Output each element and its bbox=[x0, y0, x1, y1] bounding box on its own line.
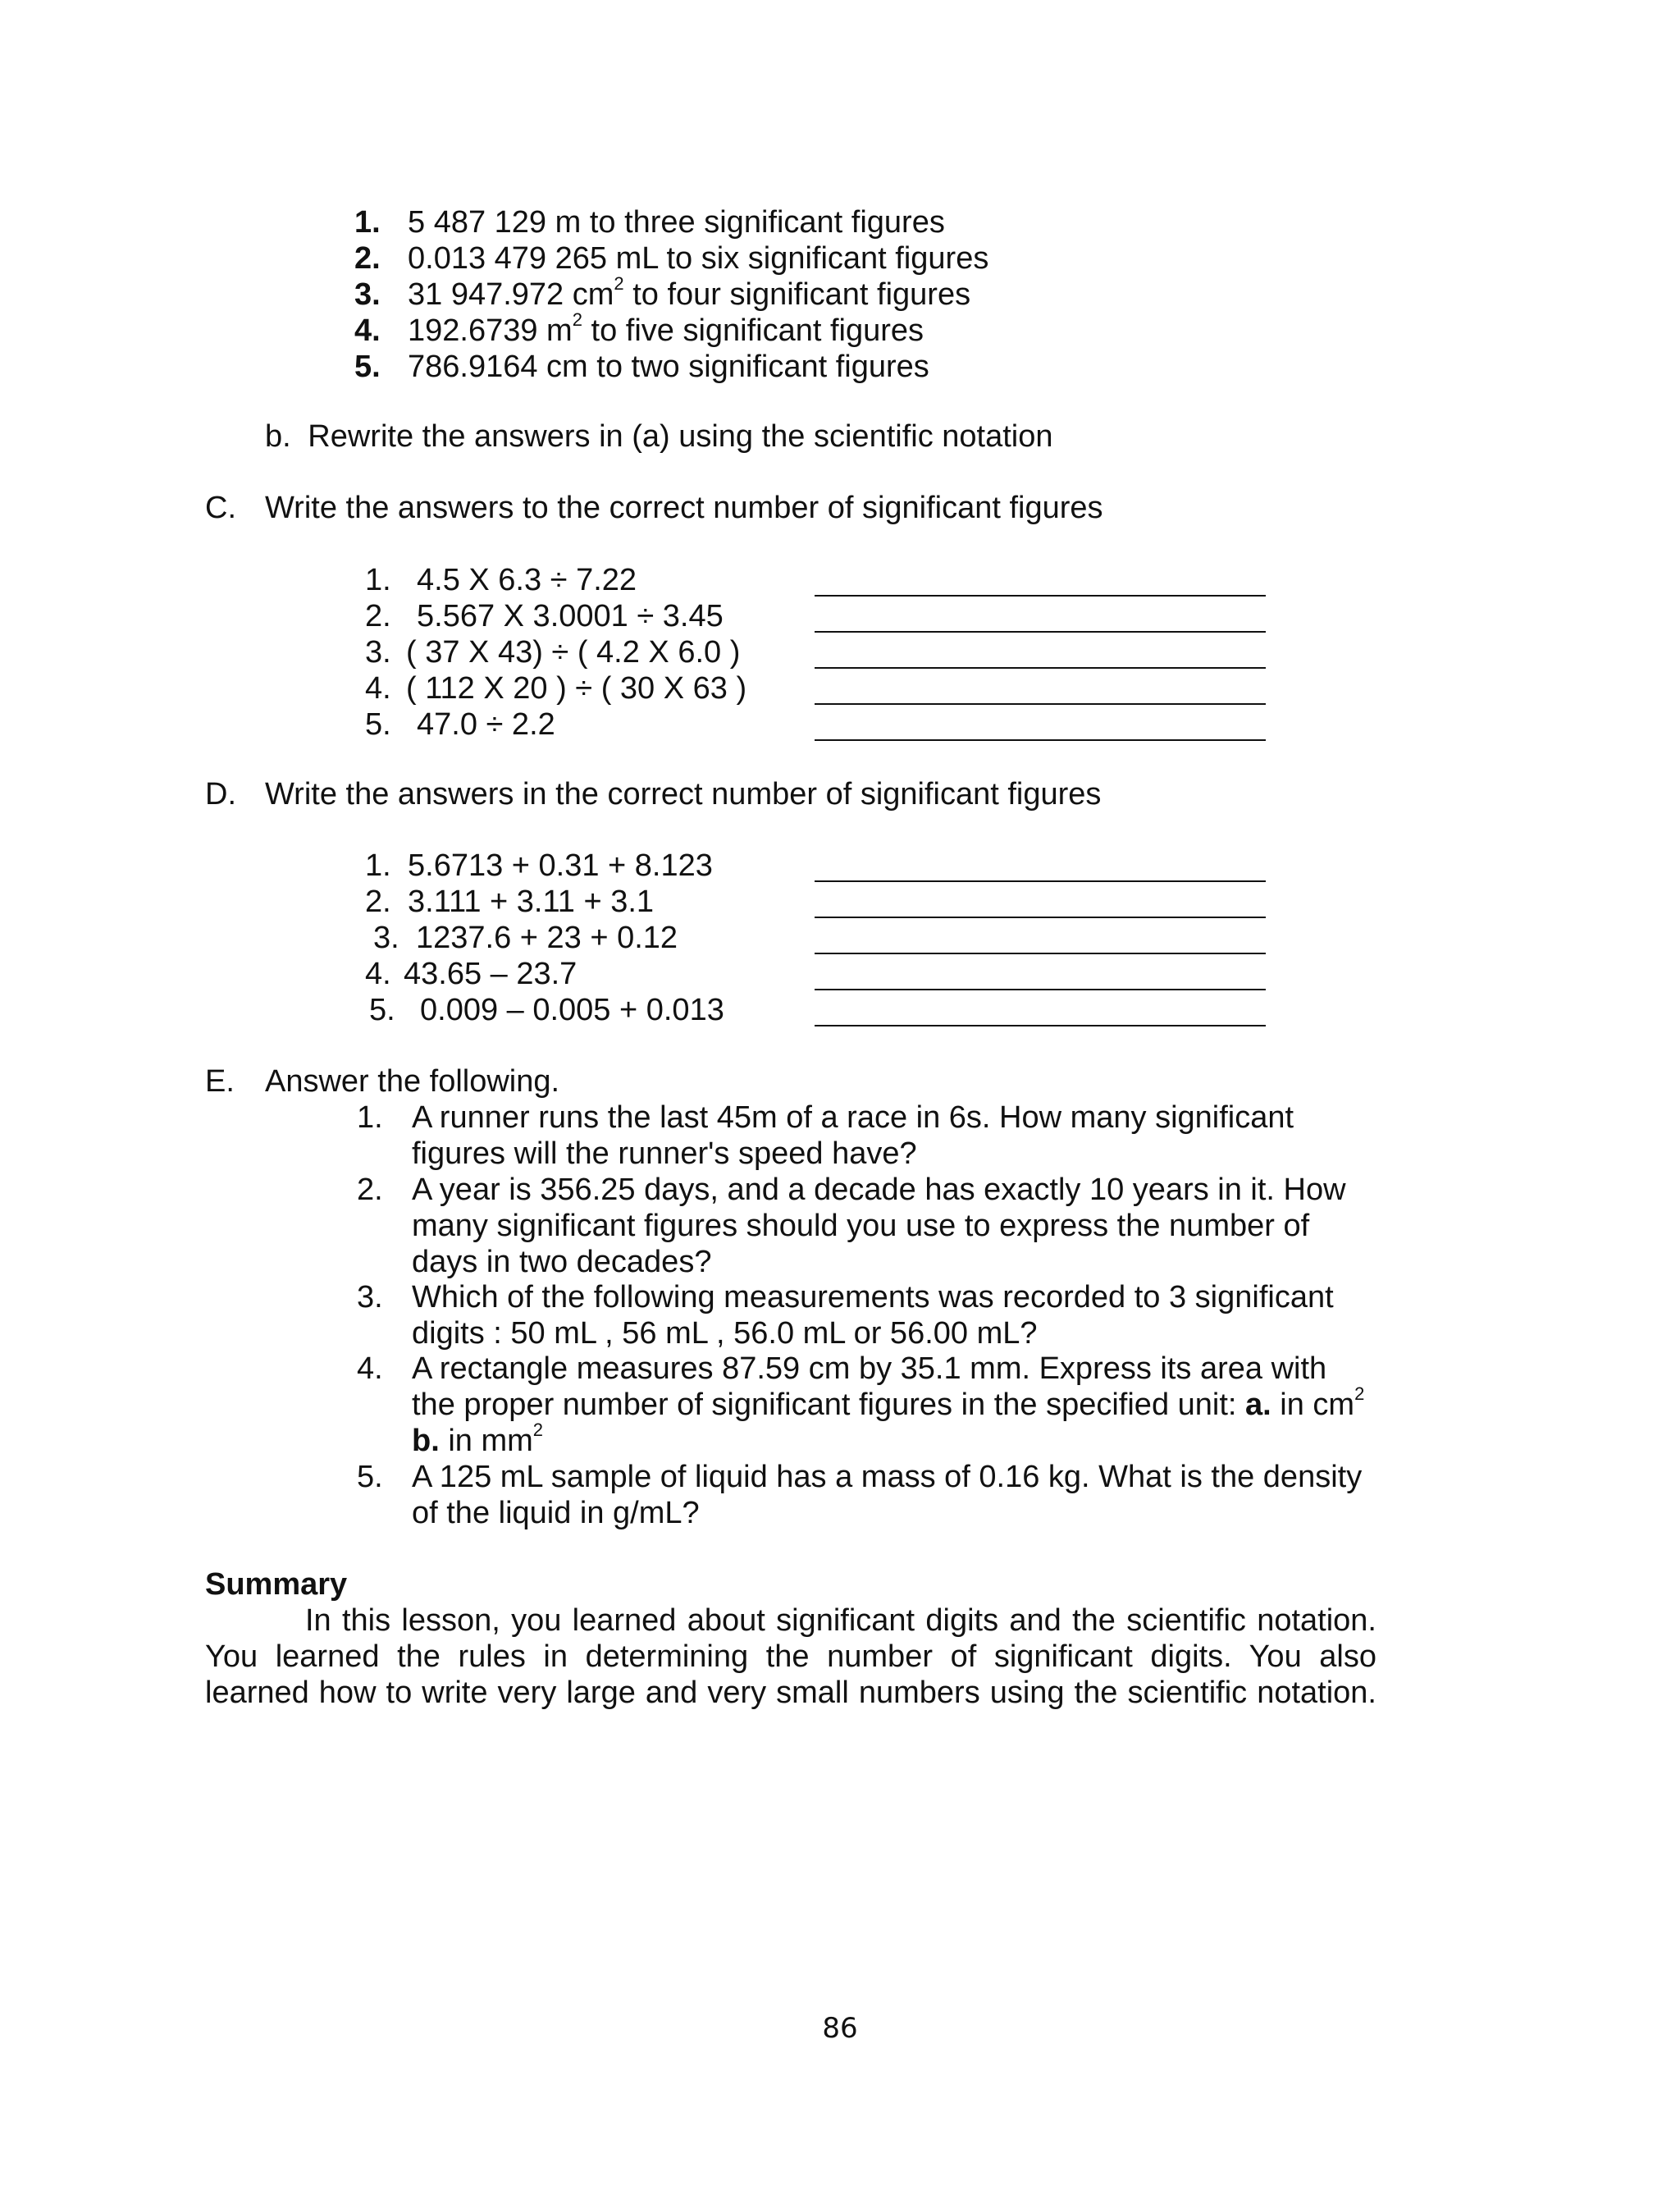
item-expression: 1237.6 + 23 + 0.12 bbox=[416, 921, 678, 955]
question-number: 4. bbox=[357, 1351, 383, 1386]
answer-blank[interactable] bbox=[815, 989, 1266, 990]
item-expression: 5.567 X 3.0001 ÷ 3.45 bbox=[417, 599, 724, 633]
superscript: 2 bbox=[532, 1420, 544, 1441]
item-number: 1. bbox=[354, 205, 381, 240]
item-text-pre: 31 947.972 cm bbox=[408, 277, 614, 312]
unit-text: in mm bbox=[439, 1424, 533, 1458]
item-number: 2. bbox=[365, 599, 391, 633]
question-text bbox=[412, 1172, 1421, 1280]
item-text-pre: 192.6739 m bbox=[408, 313, 573, 348]
question-line: digits : 50 mL , 56 mL , 56.0 mL or 56.00 mL? bbox=[412, 1316, 1038, 1351]
part-label-a: a. bbox=[1245, 1388, 1271, 1422]
item-number: 5. bbox=[369, 993, 395, 1027]
unit-text: in cm bbox=[1271, 1388, 1355, 1422]
item-text: 786.9164 cm to two significant figures bbox=[408, 350, 929, 384]
section-d-title: Write the answers in the correct number of significant figures bbox=[265, 777, 1102, 812]
question-line-text: the proper number of significant figures in the specified unit: bbox=[412, 1388, 1246, 1422]
question-number: 2. bbox=[357, 1173, 383, 1207]
page-number: 86 bbox=[822, 2012, 858, 2045]
item-number: 3. bbox=[365, 635, 391, 670]
item-text-post: to five significant figures bbox=[582, 313, 924, 348]
section-d-label: D. bbox=[205, 777, 236, 812]
item-expression: 4.5 X 6.3 ÷ 7.22 bbox=[417, 563, 637, 597]
question-text bbox=[412, 1279, 1421, 1351]
item-expression: 43.65 – 23.7 bbox=[404, 957, 578, 991]
question-line: figures will the runner's speed have? bbox=[412, 1136, 917, 1171]
answer-blank[interactable] bbox=[815, 880, 1266, 882]
item-text bbox=[408, 273, 971, 313]
answer-blank[interactable] bbox=[815, 917, 1266, 918]
summary-line: You learned the rules in determining the number of significant digits. You also bbox=[205, 1639, 1376, 1674]
item-expression: ( 37 X 43) ÷ ( 4.2 X 6.0 ) bbox=[406, 635, 741, 670]
question-line: A rectangle measures 87.59 cm by 35.1 mm. Express its area with bbox=[412, 1351, 1327, 1386]
item-number: 2. bbox=[365, 885, 391, 919]
question-line bbox=[412, 1420, 1421, 1459]
answer-blank[interactable] bbox=[815, 595, 1266, 597]
item-number: 4. bbox=[365, 671, 391, 706]
part-label-b: b. bbox=[412, 1424, 440, 1458]
section-c-title: Write the answers to the correct number of significant figures bbox=[265, 491, 1103, 525]
item-number: 1. bbox=[365, 563, 391, 597]
answer-blank[interactable] bbox=[815, 1025, 1266, 1026]
question-line bbox=[412, 1383, 1421, 1423]
question-line: A 125 mL sample of liquid has a mass of 0.16 kg. What is the density bbox=[412, 1460, 1363, 1494]
summary-paragraph bbox=[205, 1602, 1376, 1711]
question-line: A year is 356.25 days, and a decade has exactly 10 years in it. How bbox=[412, 1173, 1346, 1207]
superscript: 2 bbox=[572, 309, 582, 331]
question-line: of the liquid in g/mL? bbox=[412, 1496, 700, 1530]
question-number: 5. bbox=[357, 1460, 383, 1494]
summary-line: In this lesson, you learned about significant digits and the scientific notation. bbox=[305, 1603, 1376, 1638]
question-number: 1. bbox=[357, 1100, 383, 1135]
section-e-title: Answer the following. bbox=[265, 1064, 560, 1099]
answer-blank[interactable] bbox=[815, 631, 1266, 633]
question-line: days in two decades? bbox=[412, 1245, 712, 1279]
question-line: Which of the following measurements was recorded to 3 significant bbox=[412, 1280, 1334, 1314]
question-text bbox=[412, 1459, 1421, 1531]
item-expression: 0.009 – 0.005 + 0.013 bbox=[420, 993, 724, 1027]
item-expression: ( 112 X 20 ) ÷ ( 30 X 63 ) bbox=[406, 671, 747, 706]
summary-heading: Summary bbox=[205, 1567, 348, 1602]
answer-blank[interactable] bbox=[815, 703, 1266, 705]
superscript: 2 bbox=[614, 273, 624, 295]
part-b bbox=[265, 418, 1052, 455]
item-number: 2. bbox=[354, 241, 381, 276]
item-text: 0.013 479 265 mL to six significant figures bbox=[408, 241, 989, 276]
item-expression: 5.6713 + 0.31 + 8.123 bbox=[408, 848, 713, 883]
part-b-label: b. bbox=[265, 419, 291, 454]
answer-blank[interactable] bbox=[815, 739, 1266, 741]
answer-blank[interactable] bbox=[815, 667, 1266, 669]
item-number: 1. bbox=[365, 848, 391, 883]
part-b-text: Rewrite the answers in (a) using the scientific notation bbox=[308, 419, 1053, 454]
section-c-label: C. bbox=[205, 491, 236, 525]
item-expression: 47.0 ÷ 2.2 bbox=[417, 707, 555, 742]
item-text-post: to four significant figures bbox=[623, 277, 971, 312]
question-line: many significant figures should you use to express the number of bbox=[412, 1209, 1310, 1243]
question-text bbox=[412, 1100, 1421, 1172]
item-number: 3. bbox=[354, 277, 381, 312]
item-number: 5. bbox=[354, 350, 381, 384]
question-number: 3. bbox=[357, 1280, 383, 1314]
item-number: 3. bbox=[373, 921, 399, 955]
summary-line: learned how to write very large and very small numbers using the scientific notation. bbox=[205, 1676, 1376, 1710]
question-text bbox=[412, 1351, 1421, 1459]
item-number: 4. bbox=[354, 313, 381, 348]
answer-blank[interactable] bbox=[815, 953, 1266, 954]
superscript: 2 bbox=[1354, 1383, 1365, 1405]
item-number: 4. bbox=[365, 957, 391, 991]
item-number: 5. bbox=[365, 707, 391, 742]
section-e-label: E. bbox=[205, 1064, 235, 1099]
item-text: 5 487 129 m to three significant figures bbox=[408, 205, 945, 240]
item-expression: 3.111 + 3.11 + 3.1 bbox=[408, 885, 655, 919]
item-text bbox=[408, 309, 924, 349]
question-line: A runner runs the last 45m of a race in 6s. How many significant bbox=[412, 1100, 1294, 1135]
